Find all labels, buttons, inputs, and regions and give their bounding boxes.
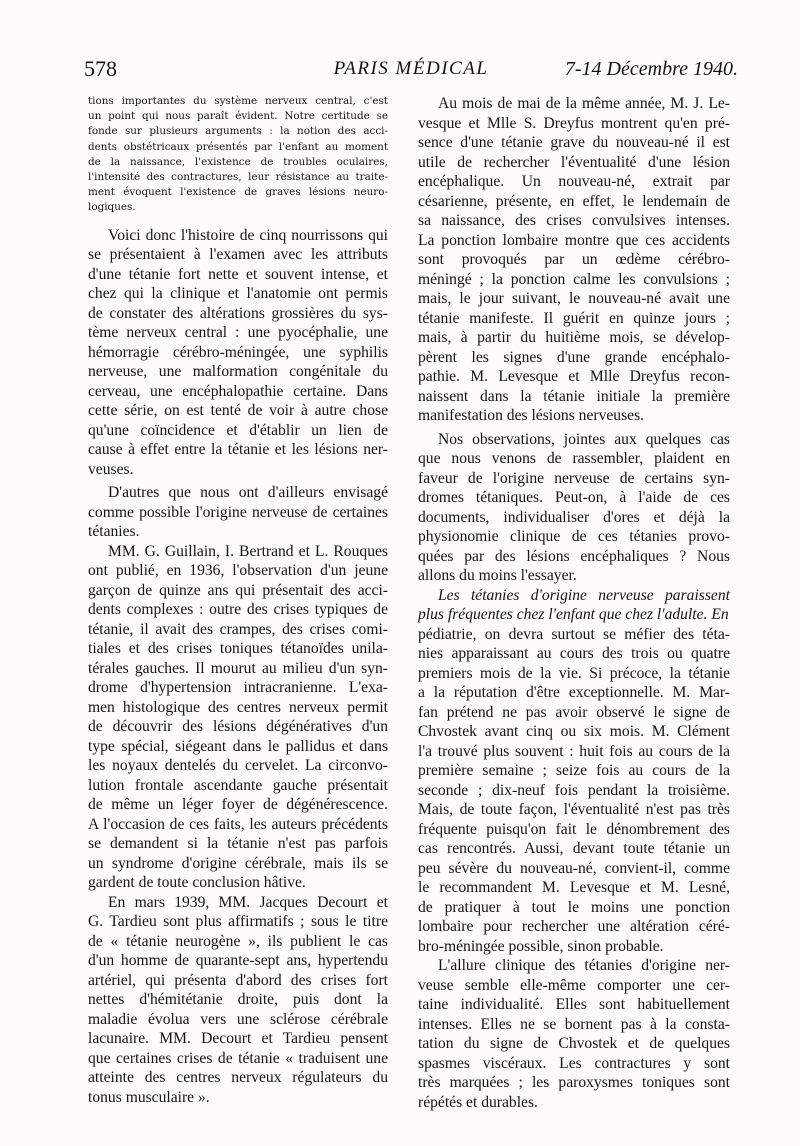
text-line: d'un homme de quarante-sept ans, hypertendu	[88, 952, 388, 970]
text-line: chez qui la clinique et l'anatomie ont permis	[88, 285, 388, 303]
text-line: tétanie manifeste. Il guérit en quinze jours ;	[418, 309, 730, 327]
text-line: Mais, de toute façon, l'éventualité n'est pas très	[418, 801, 730, 818]
text-line: Chvostek avant cinq ou six mois. M. Clément	[418, 723, 730, 740]
text-line: lombaire pour rechercher une altération céré-	[418, 918, 730, 935]
journal-title: PARIS MÉDICAL	[333, 58, 489, 79]
text-line: seconde ; dix-neuf fois pendant la troisième.	[418, 781, 730, 799]
text-line: Nos observations, jointes aux quelques cas	[438, 430, 730, 448]
text-line: quées par des lésions encéphaliques ? Nous	[418, 547, 730, 565]
text-line: plus fréquentes chez l'enfant que chez l'adulte. En	[418, 606, 729, 623]
text-line: ment évoquent l'existence de graves lésions neuro-	[88, 186, 388, 199]
text-line: G. Tardieu sont plus affirmatifs ; sous le titre	[88, 913, 388, 931]
text-line: se demandent si la tétanie n'est pas parfois	[88, 835, 388, 853]
text-line: premiers mois de la vie. Si précoce, la tétanie	[418, 664, 730, 682]
text-line: physionomie clinique de ces tétanies provo-	[418, 528, 730, 545]
text-line: césarienne, présente, en effet, le lendemain de	[418, 192, 730, 210]
text-line: tétanies.	[88, 523, 140, 541]
paragraph-decourt	[88, 893, 388, 1108]
text-line: pédiatrie, on devra surtout se méfier des téta-	[418, 625, 730, 643]
paragraph-pediatrie	[418, 625, 730, 957]
text-line: cas rencontrés. Aussi, devant toute tétanie un	[418, 840, 730, 857]
paragraph-autres	[88, 483, 388, 542]
paragraph-levesque	[418, 94, 730, 426]
text-line: première semaine ; seize fois au cours de la	[418, 762, 730, 779]
text-line: comme possible l'origine nerveuse de certaines	[88, 503, 388, 521]
text-line: de « tétanie neurogène », ils publient le cas	[88, 932, 388, 950]
text-line: sence d'une tétanie grave du nouveau-né il est	[418, 134, 730, 151]
paragraph-italic-heading	[418, 586, 730, 625]
left-column	[88, 94, 388, 1107]
text-line: MM. G. Guillain, I. Bertrand et L. Rouques	[108, 542, 388, 560]
text-line: térales gauches. Il mourut au milieu d'un syn-	[88, 659, 388, 677]
text-line: men histologique des centres nerveux permit	[88, 698, 388, 716]
text-line: allons du moins l'essayer.	[418, 567, 577, 584]
text-line: fan prétend ne pas avoir observé le signe de	[418, 703, 730, 721]
text-line: de découvrir des lésions dégénératives d'un	[88, 718, 388, 736]
text-line: maladie évolua vers une sclérose cérébrale	[88, 1010, 388, 1028]
text-line: pathie. M. Levesque et Mlle Dreyfus recon-	[418, 368, 730, 385]
text-line: utile de rechercher l'éventualité d'une lésion	[418, 153, 730, 171]
text-line: qu'une coïncidence et d'établir un lien de	[88, 421, 388, 439]
text-line: tème nerveux central : une pyocéphalie, une	[88, 324, 388, 342]
text-line: naissent dans la tétanie initiale la première	[418, 387, 730, 405]
text-line: lution frontale ascendante gauche présentait	[88, 776, 388, 794]
text-line: l'a trouvé plus souvent : huit fois au cours de la	[418, 742, 730, 760]
running-head	[84, 56, 738, 90]
text-line: intenses. Elles ne se bornent pas à la consta-	[418, 1015, 730, 1033]
text-line: cette série, on est tenté de voir à autre chose	[88, 402, 388, 420]
page-number: 578	[84, 56, 117, 81]
text-line: de pratiquer à tout le moins une ponction	[418, 898, 730, 916]
text-line: cerveau, une encéphalopathie certaine. Dans	[88, 382, 388, 400]
text-line: veuses.	[88, 460, 134, 478]
text-line: gardent de toute conclusion hâtive.	[88, 874, 306, 892]
intro-small-print	[88, 94, 388, 216]
text-line: a la réputation d'être exceptionnelle. M. Mar-	[418, 684, 730, 701]
paragraph-allure	[418, 956, 730, 1112]
text-line: veuse semble elle-même comporter une cer-	[418, 976, 730, 994]
text-line: tation du signe de Chvostek et de quelques	[418, 1035, 730, 1052]
text-line: tonus musculaire ».	[88, 1088, 210, 1106]
text-line: nerveuse, une malformation congénitale du	[88, 363, 388, 381]
text-line: de constater des altérations grossières du sys-	[88, 304, 388, 322]
text-line: un point qui nous paraît évident. Notre certitude se	[88, 110, 388, 123]
text-line: drome d'hypertension intracranienne. L'exa-	[88, 679, 388, 697]
text-line: Les tétanies d'origine nerveuse paraissent	[438, 586, 730, 604]
text-line: ont publié, en 1936, l'observation d'un jeune	[88, 562, 388, 580]
text-line: fonde sur plusieurs arguments : la notion des acci-	[88, 125, 388, 138]
text-line: bro-méningée possible, sinon probable.	[418, 937, 664, 955]
text-line: sont provoqués par un œdème cérébro-	[418, 251, 730, 268]
paragraph-guillain	[88, 542, 388, 893]
text-line: hémorragie cérébro-méningée, une syphilis	[88, 343, 388, 361]
text-line: La ponction lombaire montre que ces accidents	[418, 231, 730, 249]
text-line: se présentaient à l'examen avec les attributs	[88, 246, 388, 264]
text-line: type spécial, siégeant dans le pallidus et dans	[88, 737, 388, 755]
text-line: très marquées ; les paroxysmes toniques sont	[418, 1074, 730, 1091]
text-line: artériel, qui présenta d'abord des crises fort	[88, 971, 388, 989]
text-line: tétanie, il avait des crampes, des crises comi-	[88, 620, 388, 638]
text-line: L'allure clinique des tétanies d'origine ner-	[438, 957, 730, 974]
paragraph-nourrissons	[88, 226, 388, 480]
text-line: nies apparaissant au cours des trois ou quatre	[418, 645, 730, 662]
text-line: que nous venons de rassembler, plaident en	[418, 450, 730, 467]
text-line: tiales et des crises toniques tétanoïdes unila-	[88, 640, 388, 658]
text-line: cause à effet entre la tétanie et les lésions ner-	[88, 441, 388, 459]
text-line: mais, à partir du huitième mois, se dévelop-	[418, 329, 730, 346]
text-line: mais, le jour suivant, le nouveau-né avait une	[418, 290, 730, 307]
text-line: tions importantes du système nerveux central, c'est	[88, 95, 388, 107]
text-line: Voici donc l'histoire de cinq nourrissons qui	[108, 226, 388, 244]
right-column	[418, 94, 730, 1112]
text-line: le recommandent M. Levesque et M. Lesné,	[418, 879, 730, 896]
text-line: D'autres que nous ont d'ailleurs envisagé	[108, 484, 388, 502]
text-line: logiques.	[88, 201, 136, 214]
text-line: dents complexes : outre des crises typiques de	[88, 601, 388, 619]
text-line: sa naissance, des crises convulsives intenses.	[418, 212, 730, 229]
text-line: faveur de l'origine nerveuse de certains syn-	[418, 469, 730, 487]
text-line: lacunaire. MM. Decourt et Tardieu pensent	[88, 1030, 388, 1048]
text-line: un syndrome d'origine cérébrale, mais ils se	[88, 854, 388, 872]
text-line: d'une tétanie fort nette et souvent intense, et	[88, 265, 388, 283]
text-line: garçon de quinze ans qui présentait des acci-	[88, 581, 388, 599]
issue-date: 7-14 Décembre 1940.	[564, 58, 738, 80]
text-line: l'intensité des contractures, leur résistance au traite-	[88, 171, 388, 184]
text-line: atteinte des centres nerveux régulateurs du	[88, 1069, 388, 1087]
text-line: dents obstétricaux présentés par l'enfant au moment	[88, 140, 388, 153]
text-line: En mars 1939, MM. Jacques Decourt et	[108, 893, 388, 911]
text-line: de même un léger foyer de dégénérescence.	[88, 796, 388, 814]
text-line: Au mois de mai de la même année, M. J. Le-	[438, 95, 730, 112]
intro-paragraph	[88, 94, 388, 216]
text-line: méningé ; la ponction calme les convulsions ;	[418, 270, 730, 288]
text-line: les noyaux dentelés du cervelet. La circonvo-	[88, 757, 388, 775]
text-line: taine individualité. Elles sont habituellement	[418, 996, 730, 1013]
text-line: répétés et durables.	[418, 1093, 538, 1111]
text-line: de la naissance, l'existence de troubles oculaires,	[88, 155, 388, 168]
text-line: que certaines crises de tétanie « traduisent une	[88, 1049, 388, 1067]
text-line: encéphalique. Un nouveau-né, extrait par	[418, 173, 730, 190]
text-line: peu sévère du nouveau-né, convient-il, comme	[418, 859, 730, 877]
text-line: vesque et Mlle S. Dreyfus montrent qu'en pré-	[418, 114, 730, 132]
text-line: A l'occasion de ces faits, les auteurs précédents	[88, 815, 388, 833]
text-line: fréquente puisqu'on fait le dénombrement des	[418, 820, 730, 838]
text-line: dromes tétaniques. Peut-on, à l'aide de ces	[418, 489, 730, 506]
text-line: pèrent les signes d'une grande encéphalo-	[418, 348, 730, 366]
text-line: documents, individualiser d'ores et déjà la	[418, 508, 730, 526]
paragraph-observations	[418, 430, 730, 586]
text-line: spasmes viscéraux. Les contractures y sont	[418, 1054, 730, 1072]
text-line: nettes d'hémitétanie droite, puis dont la	[88, 991, 388, 1009]
text-line: manifestation des lésions nerveuses.	[418, 407, 645, 424]
